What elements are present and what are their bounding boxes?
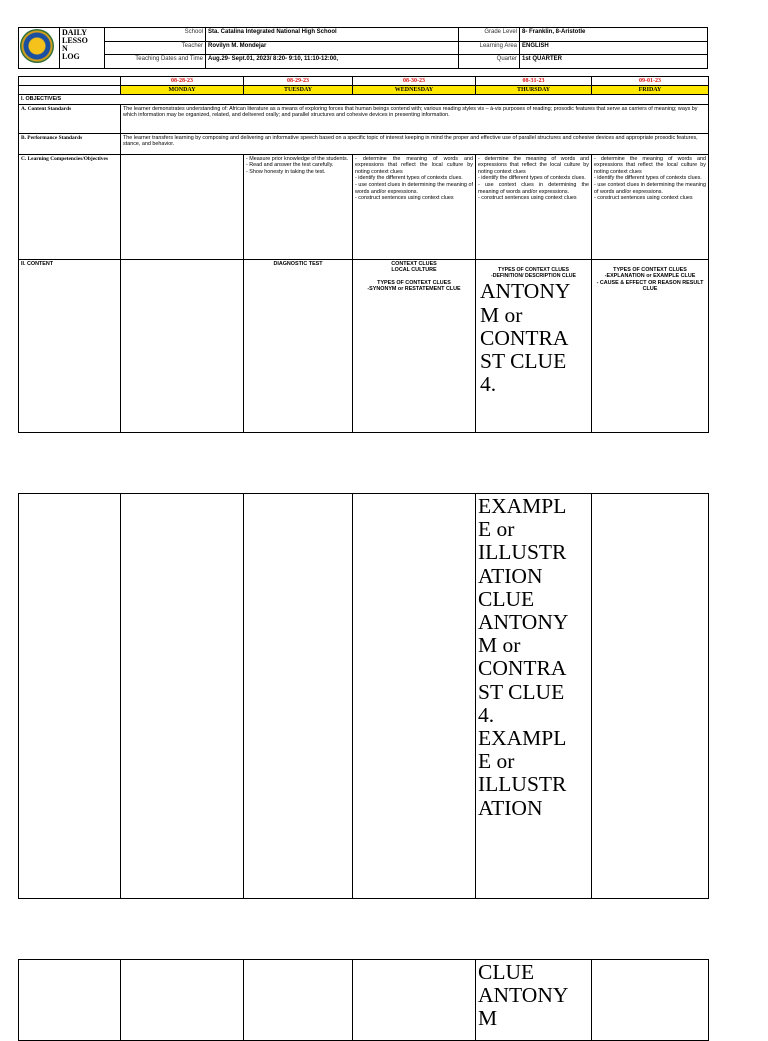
day-friday: FRIDAY (592, 86, 709, 95)
wednesday-objectives (353, 154, 476, 259)
content-line: - CAUSE & EFFECT OR REASON RESULT CLUE (596, 279, 704, 293)
thursday-objectives (476, 154, 592, 259)
dates-label: Teaching Dates and Time (105, 55, 206, 69)
empty-cell (592, 960, 709, 1041)
content-line: CONTEXT CLUES (391, 260, 437, 267)
content-line: -SYNONYM or RESTATEMENT CLUE (367, 286, 461, 293)
objective-item: - identify the different types of contexts clues. (478, 175, 586, 182)
grade-level-value: 8- Franklin, 8-Aristotle (520, 28, 708, 42)
day-tuesday: TUESDAY (244, 86, 353, 95)
content-line: TYPES OF CONTEXT CLUES (377, 279, 451, 286)
content-line: TYPES OF CONTEXT CLUES (498, 266, 569, 273)
content-line: LOCAL CULTURE (391, 267, 437, 274)
objective-item: - construct sentences using context clues (478, 195, 577, 202)
school-value: Sta. Catalina Integrated National High School (206, 28, 459, 42)
continuation-table-1 (18, 493, 708, 899)
date-tuesday: 08-29-23 (244, 77, 353, 86)
teacher-value: Rovilyn M. Mondejar (206, 41, 459, 55)
corner-cell (19, 77, 121, 86)
content-line: -DEFINITION/ DESCRIPTION CLUE (490, 273, 577, 279)
monday-content (121, 259, 244, 432)
content-standards-label: A. Content Standards (19, 104, 121, 133)
quarter-label: Quarter (459, 55, 520, 69)
learning-area-value: ENGLISH (520, 41, 708, 55)
friday-content (592, 259, 709, 432)
empty-cell (19, 494, 121, 899)
lesson-table (18, 76, 708, 433)
friday-objectives (592, 154, 709, 259)
day-monday: MONDAY (121, 86, 244, 95)
tuesday-content: DIAGNOSTIC TEST (244, 259, 353, 432)
dll-header (18, 27, 708, 69)
teacher-label: Teacher (105, 41, 206, 55)
title-line: LOG (62, 52, 80, 61)
date-friday: 09-01-23 (592, 77, 709, 86)
objective-item: - determine the meaning of words and expressions that reflect the local culture by noting context clues (594, 155, 706, 175)
school-seal-logo (20, 29, 54, 63)
thursday-overflow-cell (476, 960, 592, 1041)
overflow-text-block: CLUE ANTONY M (478, 960, 569, 1031)
empty-cell (353, 494, 476, 899)
title-line: LESSO (62, 36, 88, 45)
objective-item: - determine the meaning of words and expressions that reflect the local culture by noting context clues (478, 155, 589, 175)
objective-item: - construct sentences using context clues (594, 195, 693, 202)
tuesday-objectives (244, 154, 353, 259)
wednesday-content (353, 259, 476, 432)
date-monday: 08-28-23 (121, 77, 244, 86)
content-standards-text: The learner demonstrates understanding of: African literature as a means of exploring forces that human beings contend with; various reading styles vis – à-vis purposes of reading; prosodic features that serve as carriers of meaning; ways by which information may be organized, related, and delivered orally; and parallel structures and cohesive devices in presenting information. (121, 104, 709, 133)
overflow-text-block: ANTONY M or CONTRA ST CLUE 4. (480, 279, 571, 397)
objective-item: - determine the meaning of words and expressions that reflect the local culture by noting context clues (355, 155, 473, 175)
dll-title (60, 28, 105, 69)
thursday-content (476, 259, 592, 432)
date-wednesday: 08-30-23 (353, 77, 476, 86)
thursday-overflow-cell (476, 494, 592, 899)
title-line: N (62, 44, 68, 53)
grade-level-label: Grade Level (459, 28, 520, 42)
objective-item: - use context clues in determining the meaning of words and/or expressions. (478, 181, 589, 195)
dates-value: Aug.29- Sept.01, 2023/ 8:20- 9:10, 11:10-12:00, (206, 55, 459, 69)
day-wednesday: WEDNESDAY (353, 86, 476, 95)
quarter-value: 1st QUARTER (520, 55, 708, 69)
objective-item: - use context clues in determining the meaning of words and/or expressions. (594, 181, 706, 195)
corner-cell (19, 86, 121, 95)
empty-cell (19, 960, 121, 1041)
competencies-label: C. Learning Competencies/Objectives (19, 154, 121, 259)
content-line: TYPES OF CONTEXT CLUES (613, 266, 687, 273)
objective-item: - Read and answer the test carefully. (246, 162, 334, 169)
empty-cell (121, 960, 244, 1041)
empty-cell (592, 494, 709, 899)
content-heading: II. CONTENT (19, 259, 121, 432)
monday-objectives (121, 154, 244, 259)
learning-area-label: Learning Area (459, 41, 520, 55)
overflow-text-block: EXAMPL E or ILLUSTR ATION CLUE ANTONY M or CONTRA ST CLUE 4. EXAMPL E or ILLUSTR ATION (478, 494, 569, 820)
objective-item: - construct sentences using context clues (355, 195, 454, 202)
day-thursday: THURSDAY (476, 86, 592, 95)
objective-item: - Measure prior knowledge of the students. (246, 155, 349, 162)
empty-cell (244, 960, 353, 1041)
school-logo-cell (19, 28, 60, 69)
title-line: DAILY (62, 28, 88, 37)
performance-standards-text: The learner transfers learning by composing and delivering an informative speech based on a specific topic of interest keeping in mind the proper and effective use of parallel structures and cohesive devices and appropriate prosodic features, stance, and behavior. (121, 133, 709, 154)
date-thursday: 08-31-23 (476, 77, 592, 86)
objective-item: - use context clues in determining the meaning of words and/or expressions. (355, 181, 473, 195)
performance-standards-label: B. Performance Standards (19, 133, 121, 154)
empty-cell (244, 494, 353, 899)
continuation-table-2 (18, 959, 708, 1041)
objective-item: - identify the different types of contexts clues. (594, 175, 702, 182)
school-label: School (105, 28, 206, 42)
content-line: -EXPLANATION or EXAMPLE CLUE (604, 273, 696, 280)
objective-item: - identify the different types of contexts clues. (355, 175, 463, 182)
objective-item: - Show honesty in taking the test. (246, 168, 326, 175)
empty-cell (121, 494, 244, 899)
objectives-heading: I. OBJECTIVE/S (19, 95, 709, 105)
empty-cell (353, 960, 476, 1041)
